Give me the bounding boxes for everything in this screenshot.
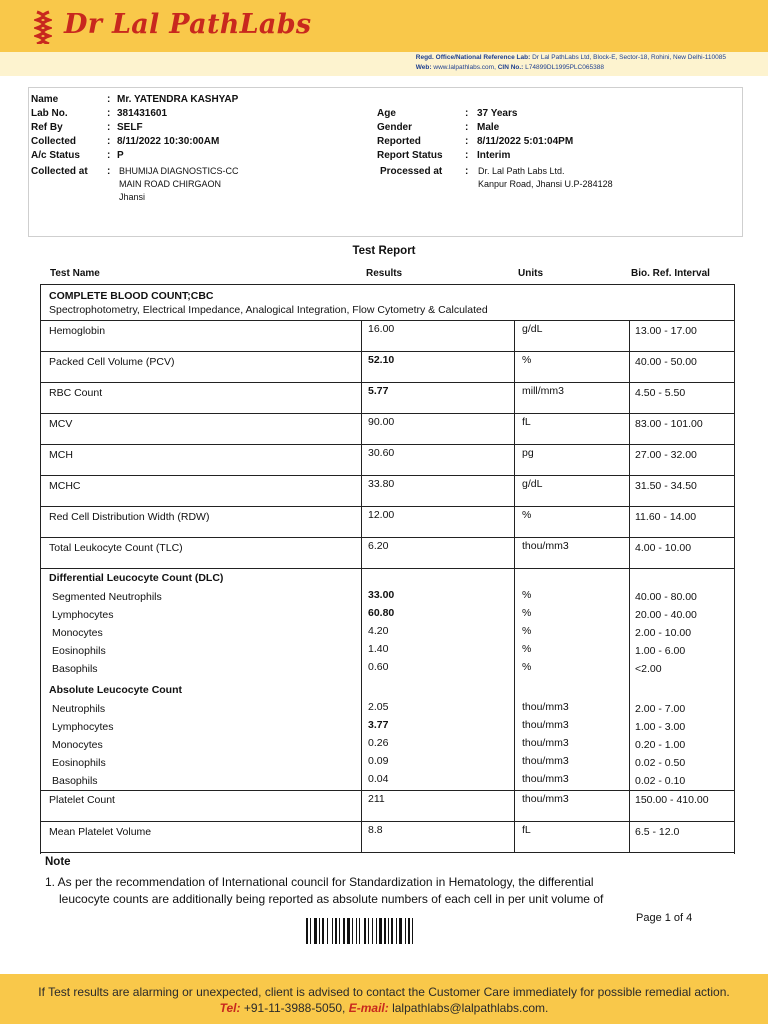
abs-title: Absolute Leucocyte Count [49, 684, 183, 696]
barcode-bar [372, 918, 373, 944]
barcode-bar [306, 918, 308, 944]
test-unit: thou/mm3 [522, 737, 569, 749]
barcode-bar [368, 918, 369, 944]
barcode-bar [343, 918, 345, 944]
test-result: 30.60 [368, 447, 395, 459]
barcode-bar [412, 918, 413, 944]
test-unit: % [522, 354, 532, 366]
barcode-bar [384, 918, 386, 944]
test-ref-interval: 40.00 - 80.00 [635, 591, 697, 603]
test-unit: % [522, 589, 532, 601]
test-result: 0.60 [368, 661, 389, 673]
footer-band [0, 974, 768, 1024]
test-ref-interval: 2.00 - 10.00 [635, 627, 692, 639]
barcode-bar [310, 918, 311, 944]
test-ref-interval: 27.00 - 32.00 [635, 449, 697, 461]
test-unit: fL [522, 824, 531, 836]
collected-date: 8/11/2022 10:30:00AM [117, 136, 220, 147]
ac-status: P [117, 150, 124, 161]
test-result: 8.8 [368, 824, 383, 836]
test-result: 33.00 [368, 589, 395, 601]
barcode-bar [332, 918, 333, 944]
gender: Male [477, 122, 500, 133]
barcode-bar [376, 918, 377, 944]
ref-by-label: Ref By [31, 122, 63, 133]
barcode-bar [359, 918, 360, 944]
barcode-bar [327, 918, 328, 944]
test-unit: mill/mm3 [522, 385, 564, 397]
barcode-bar [319, 918, 320, 944]
test-ref-interval: 6.5 - 12.0 [635, 826, 680, 838]
report-status: Interim [477, 150, 511, 161]
test-name: MCH [49, 449, 73, 461]
test-result: 60.80 [368, 607, 395, 619]
col-results: Results [366, 268, 403, 279]
test-ref-interval: 4.00 - 10.00 [635, 542, 692, 554]
test-result: 4.20 [368, 625, 389, 637]
test-result: 52.10 [368, 354, 395, 366]
ac-status-label: A/c Status [31, 150, 80, 161]
test-unit: thou/mm3 [522, 719, 569, 731]
test-name: Eosinophils [52, 757, 106, 769]
test-result: 16.00 [368, 323, 395, 335]
section-title: COMPLETE BLOOD COUNT;CBC [49, 290, 214, 302]
test-unit: fL [522, 416, 531, 428]
test-name: Segmented Neutrophils [52, 591, 162, 603]
phone-link[interactable]: +91-11-3988-5050, [243, 1001, 346, 1015]
collected-label: Collected [31, 136, 77, 147]
column-divider [629, 320, 630, 852]
test-ref-interval: 0.20 - 1.00 [635, 739, 686, 751]
method-text: Spectrophotometry, Electrical Impedance, Analogical Integration, Flow Cytometry & Calculated [49, 304, 488, 316]
test-unit: % [522, 643, 532, 655]
test-unit: thou/mm3 [522, 793, 569, 805]
test-ref-interval: 0.02 - 0.10 [635, 775, 686, 787]
test-name: RBC Count [49, 387, 103, 399]
barcode-bar [405, 918, 406, 944]
test-result: 90.00 [368, 416, 395, 428]
test-ref-interval: 0.02 - 0.50 [635, 757, 686, 769]
test-name: Basophils [52, 663, 98, 675]
footer-contact: Tel: +91-11-3988-5050, E-mail: lalpathlabs@lalpathlabs.com. [219, 1001, 549, 1015]
test-name: Monocytes [52, 739, 103, 751]
report-status-label: Report Status [377, 150, 443, 161]
column-divider [514, 320, 515, 852]
test-unit: % [522, 509, 532, 521]
test-name: MCHC [49, 480, 81, 492]
reported-label: Reported [377, 136, 421, 147]
report-title: Test Report [352, 245, 416, 257]
test-unit: thou/mm3 [522, 755, 569, 767]
gender-label: Gender [377, 122, 413, 133]
results-table [40, 284, 735, 854]
email-link[interactable]: lalpathlabs@lalpathlabs.com. [392, 1001, 549, 1015]
test-unit: thou/mm3 [522, 773, 569, 785]
test-ref-interval: 31.50 - 34.50 [635, 480, 697, 492]
barcode-bar [408, 918, 410, 944]
barcode-bar [364, 918, 366, 944]
test-name: Neutrophils [52, 703, 106, 715]
test-result: 0.26 [368, 737, 389, 749]
test-result: 0.04 [368, 773, 389, 785]
test-ref-interval: 13.00 - 17.00 [635, 325, 697, 337]
test-unit: % [522, 661, 532, 673]
collected-at-line1: BHUMIJA DIAGNOSTICS-CC [119, 166, 239, 176]
processed-at-line1: Dr. Lal Path Labs Ltd. [478, 166, 565, 176]
barcode-bar [399, 918, 402, 944]
test-unit: pg [522, 447, 534, 459]
test-ref-interval: <2.00 [635, 663, 662, 675]
test-unit: thou/mm3 [522, 701, 569, 713]
column-divider [361, 320, 362, 852]
test-name: Total Leukocyte Count (TLC) [49, 542, 183, 554]
barcode-bar [391, 918, 393, 944]
test-result: 3.77 [368, 719, 389, 731]
col-ref-interval: Bio. Ref. Interval [631, 268, 710, 279]
barcode-bar [356, 918, 357, 944]
test-unit: g/dL [522, 323, 543, 335]
test-name: Monocytes [52, 627, 103, 639]
barcode-bar [347, 918, 350, 944]
test-unit: % [522, 607, 532, 619]
test-name: Eosinophils [52, 645, 106, 657]
collected-at-line2: MAIN ROAD CHIRGAON [119, 179, 222, 189]
barcode-bar [396, 918, 397, 944]
test-result: 211 [368, 793, 385, 805]
test-ref-interval: 83.00 - 101.00 [635, 418, 703, 430]
barcode-bar [339, 918, 340, 944]
barcode-bar [314, 918, 317, 944]
test-name: Hemoglobin [49, 325, 106, 337]
test-ref-interval: 11.60 - 14.00 [635, 511, 697, 523]
barcode-icon [306, 918, 472, 944]
test-ref-interval: 150.00 - 410.00 [635, 794, 709, 806]
lab-no: 381431601 [117, 108, 168, 119]
processed-at-line2: Kanpur Road, Jhansi U.P-284128 [478, 179, 613, 189]
test-name: Packed Cell Volume (PCV) [49, 356, 175, 368]
logo-text: Dr Lal PathLabs [64, 9, 312, 40]
test-unit: g/dL [522, 478, 543, 490]
website-link[interactable]: www.lalpathlabs.com, [433, 64, 496, 71]
test-result: 33.80 [368, 478, 395, 490]
test-result: 12.00 [368, 509, 395, 521]
page-number: Page 1 of 4 [636, 912, 693, 924]
row-divider [40, 852, 734, 853]
test-result: 1.40 [368, 643, 389, 655]
col-units: Units [518, 268, 543, 279]
reported-date: 8/11/2022 5:01:04PM [477, 136, 574, 147]
test-ref-interval: 20.00 - 40.00 [635, 609, 697, 621]
barcode-bar [379, 918, 382, 944]
age: 37 Years [477, 108, 518, 119]
test-ref-interval: 40.00 - 50.00 [635, 356, 697, 368]
barcode-bar [352, 918, 353, 944]
dna-logo-icon [34, 10, 52, 44]
barcode-bar [322, 918, 324, 944]
test-ref-interval: 1.00 - 6.00 [635, 645, 686, 657]
test-name: Lymphocytes [52, 721, 114, 733]
test-result: 0.09 [368, 755, 389, 767]
footer-advisory: If Test results are alarming or unexpected, client is advised to contact the Customer Care immediately for possible remedial action. [38, 985, 730, 999]
ref-by: SELF [117, 122, 143, 133]
test-ref-interval: 2.00 - 7.00 [635, 703, 686, 715]
test-unit: thou/mm3 [522, 540, 569, 552]
dlc-title: Differential Leucocyte Count (DLC) [49, 572, 224, 584]
lab-no-label: Lab No. [31, 108, 68, 119]
name-label: Name [31, 94, 59, 105]
test-ref-interval: 4.50 - 5.50 [635, 387, 686, 399]
collected-at-label: Collected at [31, 166, 88, 177]
barcode-bar [335, 918, 337, 944]
test-unit: % [522, 625, 532, 637]
test-name: MCV [49, 418, 73, 430]
test-result: 6.20 [368, 540, 389, 552]
note-title: Note [45, 856, 71, 868]
collected-at-line3: Jhansi [119, 192, 146, 202]
barcode-bar [388, 918, 389, 944]
test-result: 2.05 [368, 701, 389, 713]
registered-office: Regd. Office/National Reference Lab: Dr Lal PathLabs Ltd, Block-E, Sector-18, Rohini, New Delhi-110085 Web: www.lalpathlabs.com, CIN No.: L74899DL1995PLC065388 [415, 54, 726, 71]
patient-name: Mr. YATENDRA KASHYAP [117, 94, 239, 105]
header-band [0, 0, 768, 52]
processed-at-label: Processed at [380, 166, 443, 177]
age-label: Age [377, 108, 396, 119]
test-ref-interval: 1.00 - 3.00 [635, 721, 686, 733]
test-result: 5.77 [368, 385, 389, 397]
test-name: Mean Platelet Volume [49, 826, 152, 838]
test-name: Basophils [52, 775, 98, 787]
col-test-name: Test Name [50, 268, 100, 279]
test-name: Lymphocytes [52, 609, 114, 621]
note-text: 1. As per the recommendation of International council for Standardization in Hematology, the differential leucocyte counts are additionally being reported as absolute numbers of each cell in per unit volume of [45, 875, 604, 906]
test-name: Platelet Count [49, 794, 115, 806]
test-name: Red Cell Distribution Width (RDW) [49, 511, 210, 523]
